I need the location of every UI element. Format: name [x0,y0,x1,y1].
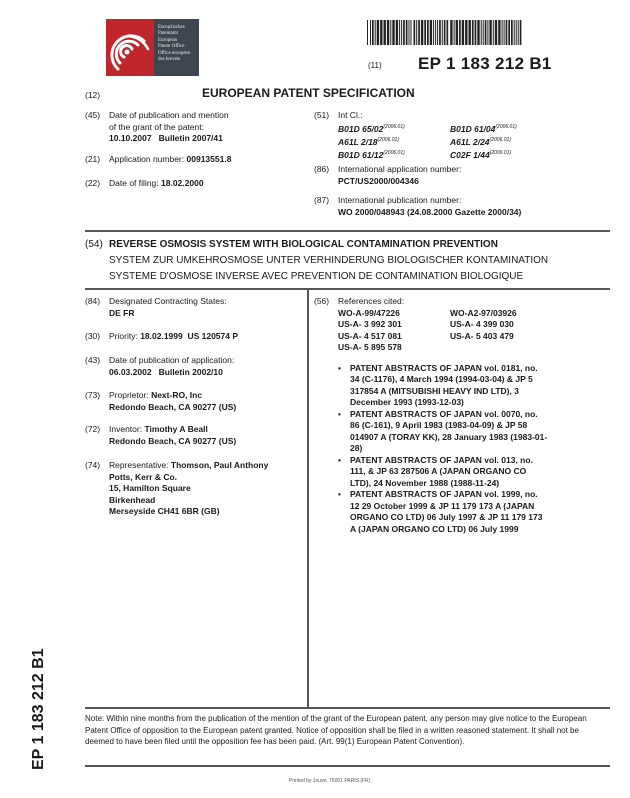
barcode-bar [370,20,371,45]
barcode-bar [406,20,408,45]
title-english: REVERSE OSMOSIS SYSTEM WITH BIOLOGICAL CONTAMINATION PREVENTION [109,239,498,250]
logo-line: Office européen [158,51,191,57]
field-51-int-cl [314,110,574,161]
npl-citation: • PATENT ABSTRACTS OF JAPAN vol. 0070, no. 86 (C-161), 9 April 1983 (1983-04-09) & JP 58 014907 A (TORAY KK), 28 January 1983 (1983-01-28) [338,409,548,455]
barcode-bar [514,20,515,45]
kind-code: (12) [85,90,101,100]
logo-line: des brevets [158,56,181,62]
field-label: Designated Contracting States: [109,296,227,306]
barcode-bar [454,20,455,45]
patent-citation: WO-A-99/47226 [338,307,400,318]
representative-address-line: 15, Hamilton Square [109,483,191,493]
logo-line: Europäisches [158,25,185,30]
barcode-bar [518,20,519,45]
field-56-references-cited [314,296,604,535]
field-label: Date of publication of application: [109,355,235,365]
barcode-bar [390,20,391,45]
ipc-class: A61L $2/24^{(2006.01)}$ [450,136,511,147]
patent-citation: WO-A2-97/03926 [450,307,517,318]
patent-citation: US-A- 4 399 030 [450,319,514,329]
field-value: WO 2000/048943 (24.08.2000 Gazette 2000/34) [338,206,522,217]
npl-citation: • PATENT ABSTRACTS OF JAPAN vol. 0181, no. 34 (C-1176), 4 March 1994 (1994-03-04) & JP 5 317854 A (MITSUBISHI HEAVY IND LTD), 3 December 1993 (1993-12-03) [338,363,548,409]
barcode-bar [493,20,494,45]
barcode-bar [396,20,398,45]
field-72-inventor [85,424,300,447]
barcode-bar [427,20,429,45]
patent-citation: US-A- 5 895 578 [338,342,402,352]
column-divider [307,289,309,707]
logo-line: Patent Office [158,43,185,49]
field-label: Priority: [109,331,138,341]
barcode-bar [459,20,461,45]
title-french: SYSTEME D'OSMOSE INVERSE AVEC PREVENTION DE CONTAMINATION BIOLOGIQUE [109,271,524,282]
publication-number-code: (11) [368,61,382,70]
field-73-proprietor [85,390,300,413]
barcode-bar [495,20,497,45]
representative-address-line: Birkenhead [109,494,156,505]
inid-code: (84) [85,296,101,306]
barcode-bar [418,20,420,45]
patent-citation-list [314,308,604,354]
field-label: Application number: [109,154,185,164]
field-54-title [85,237,548,285]
barcode-bar [483,20,484,45]
field-74-representative [85,460,305,518]
barcode-bar [377,20,379,45]
barcode-bar [435,20,436,45]
inid-code: (22) [85,178,101,188]
barcode-bar [380,20,382,45]
field-84-designated-states [85,296,300,319]
representative-address-line: Merseyside CH41 6BR (GB) [109,506,220,516]
barcode-bar [506,20,508,45]
field-label: International publication number: [338,195,462,205]
patent-citation: US-A- 3 992 301 [338,319,402,329]
barcode-bar [387,20,389,45]
inid-code: (74) [85,460,101,470]
barcode-bar [444,20,446,45]
field-value: DE FR [109,307,135,318]
npl-citation: • PATENT ABSTRACTS OF JAPAN vol. 013, no. 111, & JP 63 287506 A (JAPAN ORGANO CO LTD), 24 November 1988 (1988-11-24) [338,455,548,490]
representative-address-line: Potts, Kerr & Co. [109,471,178,482]
inid-code: (30) [85,331,101,341]
title-german: SYSTEM ZUR UMKEHROSMOSE UNTER VERHINDERUNG BIOLOGISCHER KONTAMINATION [109,255,549,266]
field-86-international-application [314,164,574,187]
barcode-bar [520,20,522,45]
barcode-bar [469,20,471,45]
logo-line: Patentamt [158,30,178,36]
ipc-class: A61L $2/18^{(2006.01)}$ [338,136,399,147]
inid-code: (43) [85,355,101,365]
barcode-bar [392,20,394,45]
barcode-bar [416,20,417,45]
barcode-bar [462,20,464,45]
barcode-bar [481,20,482,45]
inid-code: (21) [85,154,101,164]
inid-code: (45) [85,110,101,120]
barcode-bar [424,20,426,45]
barcode-bar [477,20,479,45]
field-value: PCT/US2000/004346 [338,175,419,186]
field-label: International application number: [338,164,462,174]
inventor-address: Redondo Beach, CA 90277 (US) [109,435,237,446]
divider [85,765,610,767]
field-22-filing-date [85,178,204,190]
field-label: Int Cl.: [338,110,363,120]
inid-code: (86) [314,164,330,174]
barcode-bar [485,20,487,45]
barcode-bar [414,20,416,45]
barcode-bar [487,20,488,45]
barcode-bar [401,20,402,45]
proprietor-address: Redondo Beach, CA 90277 (US) [109,401,237,412]
barcode-bar [450,20,452,45]
field-value: 00913551.8 [186,154,232,164]
epo-logo-text [154,19,199,76]
inid-code: (51) [314,110,330,120]
barcode-bar [433,20,434,45]
field-87-international-publication [314,195,594,218]
field-value: 18.02.2000 [161,178,204,188]
ipc-class-list [314,122,574,162]
barcode-bar [447,20,449,45]
representative-name: Thomson, Paul Anthony [170,460,269,470]
epo-swirl-icon [106,19,154,76]
barcode-icon [367,20,523,45]
barcode-bar [421,20,423,45]
field-label: References cited: [338,296,405,306]
inid-code: (54) [85,239,103,250]
barcode-bar [475,20,477,45]
field-45-grant-date [85,110,295,145]
barcode-bar [384,20,386,45]
patent-citation: US-A- 4 517 081 [338,330,402,341]
side-label-text: EP 1 183 212 B1 [30,648,47,770]
npl-citation: • PATENT ABSTRACTS OF JAPAN vol. 1999, no. 12 29 October 1999 & JP 11 179 173 A (JAPAN ORGANO CO LTD) 06 July 1997 & JP 11 179 173 A (JAPAN ORGANO CO LTD) 06 July 1999 [338,489,548,535]
barcode-bar [442,20,443,45]
field-label: Inventor: [109,424,143,434]
barcode-bar [430,20,432,45]
barcode-bar [411,20,412,45]
barcode-bar [472,20,474,45]
field-value: 06.03.2002 Bulletin 2002/10 [109,366,223,377]
epo-logo [106,19,199,76]
field-30-priority [85,331,300,343]
barcode-bar [502,20,503,45]
logo-line: European [158,38,178,44]
divider [85,230,610,232]
field-label: Date of filing: [109,178,159,188]
barcode-bar [511,20,513,45]
barcode-bar [508,20,510,45]
inventor-name: Timothy A Beall [144,424,208,434]
barcode-bar [516,20,517,45]
field-label: Representative: [109,460,169,470]
inid-code: (73) [85,390,101,400]
divider [85,707,610,709]
divider [85,288,610,290]
barcode-bar [375,20,376,45]
field-label: Date of publication and mention [109,110,229,120]
barcode-bar [456,20,458,45]
opposition-note: Note: Within nine months from the publication of the mention of the grant of the European patent, any person may give notice to the European Patent Office of opposition to the European patent granted. Notice of opposition shall be filed in a written reasoned statement. It shall not be deemed to have been filed until the opposition fee has been paid. (Art. 99(1) European Patent Convention). [85,714,587,746]
ipc-class: B01D $61/12^{(2006.01)}$ [338,149,405,160]
barcode-bar [409,20,410,45]
field-value: 10.10.2007 Bulletin 2007/41 [109,133,223,143]
field-43-application-publication [85,355,300,378]
proprietor-name: Next-RO, Inc [151,390,203,400]
inid-code: (56) [314,296,330,306]
printer-imprint: Printed by Jouve, 75001 PARIS (FR) [289,778,371,784]
inid-code: (87) [314,195,330,205]
side-publication-number [30,640,50,770]
patent-citation: US-A- 5 403 479 [450,330,514,341]
npl-citation-list [314,363,548,536]
barcode-bar [399,20,400,45]
barcode-bar [498,20,500,45]
publication-number: EP 1 183 212 B1 [418,54,552,73]
ipc-class: B01D $65/02^{(2006.01)}$ [338,123,405,134]
barcode-bar [367,20,368,45]
inid-code: (72) [85,424,101,434]
field-21-application-number [85,154,231,166]
field-label: Proprietor: [109,390,149,400]
ipc-class: C02F $1/44^{(2006.01)}$ [450,149,512,160]
barcode-bar [403,20,405,45]
barcode-bar [372,20,374,45]
document-type-title: EUROPEAN PATENT SPECIFICATION [202,86,415,100]
barcode-bar [437,20,438,45]
barcode-bar [489,20,491,45]
ipc-class: B01D $61/04^{(2006.01)}$ [450,123,517,134]
barcode-bar [465,20,467,45]
barcode-bar [439,20,441,45]
field-label: of the grant of the patent: [109,121,204,132]
field-value: 18.02.1999 US 120574 P [140,331,239,341]
barcode-bar [504,20,505,45]
